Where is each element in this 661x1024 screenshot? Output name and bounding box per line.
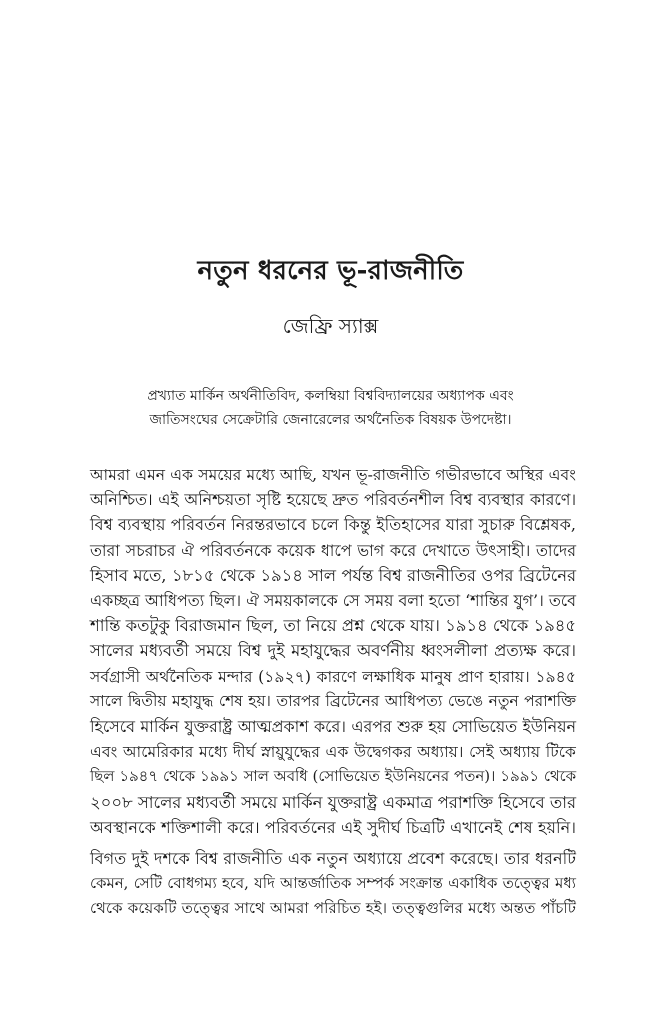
text-line: বিগত দুই দশকে বিশ্ব রাজনীতি এক নতুন অধ্যায়ে প্রবেশ করেছে। তার ধরনটি	[90, 849, 576, 869]
text-line: ২০০৮ সালের মধ্যবর্তী সময়ে মার্কিন যুক্তরাষ্ট্র একমাত্র পরাশক্তি হিসেবে তার	[90, 792, 576, 812]
text-line: শান্তি কতটুকু বিরাজমান ছিল, তা নিয়ে প্রশ্ন থেকে যায়। ১৯১৪ থেকে ১৯৪৫	[90, 616, 576, 636]
bio-line: জাতিসংঘের সেক্রেটারি জেনারেলের অর্থনৈতিক বিষয়ক উপদেষ্টা।	[149, 412, 512, 428]
text-line: কেমন, সেটি বোধগম্য হবে, যদি আন্তর্জাতিক সম্পর্ক সংক্রান্ত একাধিক তত্ত্বের মধ্য	[90, 874, 576, 893]
text-line: আমরা এমন এক সময়ের মধ্যে আছি, যখন ভূ-রাজনীতি গভীরভাবে অস্থির এবং	[90, 465, 576, 484]
text-line: হিসাব মতে, ১৮১৫ থেকে ১৯১৪ সাল পর্যন্ত বিশ্ব রাজনীতির ওপর ব্রিটেনের	[90, 565, 576, 585]
article-body	[90, 462, 576, 922]
text-line: বিশ্ব ব্যবস্থায় পরিবর্তন নিরন্তরভাবে চলে কিন্তু ইতিহাসের যারা সুচারু বিশ্লেষক,	[90, 515, 576, 535]
text-line: ছিল ১৯৪৭ থেকে ১৯৯১ সাল অবধি (সোভিয়েত ইউনিয়নের পতন)। ১৯৯১ থেকে	[90, 767, 576, 786]
text-line: তারা সচরাচর ঐ পরিবর্তনকে কয়েক ধাপে ভাগ করে দেখাতে উৎসাহী। তাদের	[90, 540, 576, 560]
text-line: হিসেবে মার্কিন যুক্তরাষ্ট্র আত্মপ্রকাশ করে। এরপর শুরু হয় সোভিয়েত ইউনিয়ন	[90, 717, 576, 737]
article-title: নতুন ধরনের ভূ-রাজনীতি	[197, 256, 464, 286]
text-line: একচ্ছত্র আধিপত্য ছিল। ঐ সময়কালকে সে সময় বলা হতো ‘শান্তির যুগ’। তবে	[90, 591, 576, 611]
text-line: অবস্থানকে শক্তিশালী করে। পরিবর্তনের এই সুদীর্ঘ চিত্রটি এখানেই শেষ হয়নি।	[90, 817, 576, 837]
author-bio	[120, 384, 541, 432]
text-line: সালে দ্বিতীয় মহাযুদ্ধ শেষ হয়। তারপর ব্রিটেনের আধিপত্য ভেঙে নতুন পরাশক্তি	[90, 691, 576, 710]
paragraph-2	[90, 846, 576, 922]
text-line: অনিশ্চিত। এই অনিশ্চয়তা সৃষ্টি হয়েছে দ্রুত পরিবর্তনশীল বিশ্ব ব্যবস্থার কারণে।	[90, 490, 576, 510]
paragraph-1	[90, 462, 576, 840]
text-line: সর্বগ্রাসী অর্থনৈতিক মন্দার (১৯২৭) কারণে লক্ষাধিক মানুষ প্রাণ হারায়। ১৯৪৫	[90, 666, 576, 686]
bio-line: প্রখ্যাত মার্কিন অর্থনীতিবিদ, কলম্বিয়া বিশ্ববিদ্যালয়ের অধ্যাপক এবং	[147, 388, 514, 404]
text-line: সালের মধ্যবর্তী সময়ে বিশ্ব দুই মহাযুদ্ধের অবর্ণনীয় ধ্বংসলীলা প্রত্যক্ষ করে।	[90, 641, 576, 661]
text-line: এবং আমেরিকার মধ্যে দীর্ঘ স্নায়ুযুদ্ধের এক উদ্বেগকর অধ্যায়। সেই অধ্যায় টিকে	[90, 742, 576, 762]
text-line: থেকে কয়েকটি তত্ত্বের সাথে আমরা পরিচিত হই। তত্ত্বগুলির মধ্যে অন্তত পাঁচটি	[90, 899, 576, 918]
author-name: জেফ্রি স্যাক্স	[282, 314, 379, 338]
